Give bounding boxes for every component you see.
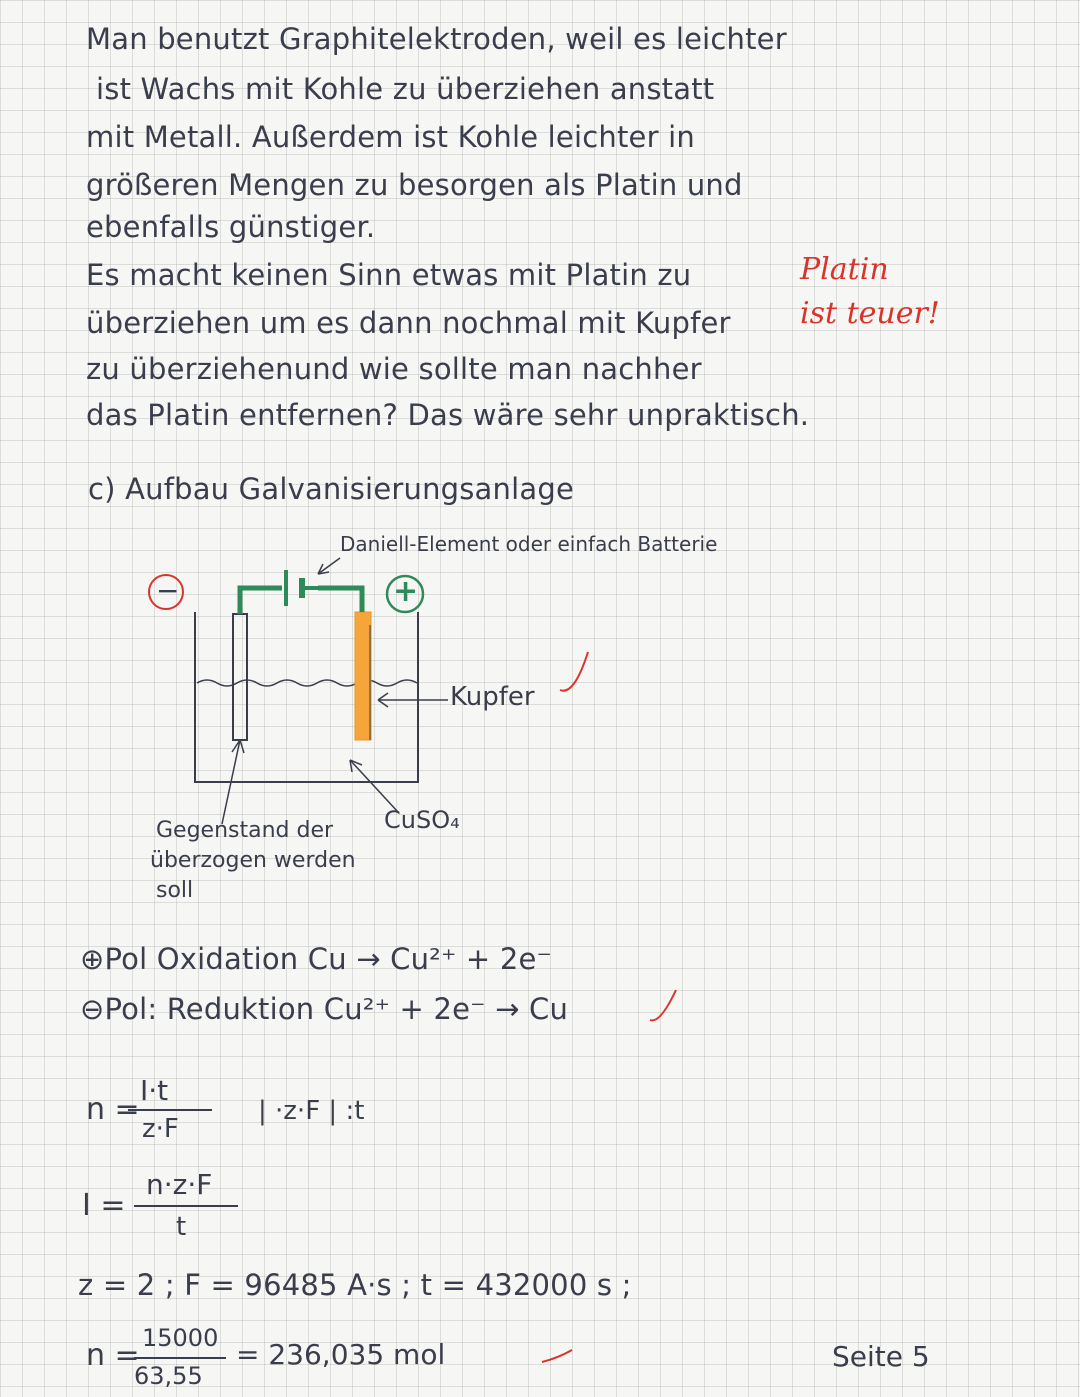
vessel-outline (195, 612, 418, 782)
text-line-7: überziehen um es dann nochmal mit Kupfer (86, 306, 731, 340)
formula-calc-lhs: n = (86, 1338, 140, 1373)
check-mark-reaction-icon (650, 990, 676, 1020)
reaction-minus-pole: ⊖Pol: Reduktion Cu²⁺ + 2e⁻ → Cu (80, 992, 569, 1026)
copper-label: Kupfer (450, 682, 535, 712)
text-line-8: zu überziehenund wie sollte man nachher (86, 352, 702, 386)
formula-I-denominator: t (176, 1212, 187, 1242)
text-line-2: ist Wachs mit Kohle zu überziehen anstatt (96, 72, 715, 106)
formula-I-numerator: n·z·F (146, 1168, 213, 1201)
reaction-plus-pole: ⊕Pol Oxidation Cu → Cu²⁺ + 2e⁻ (80, 942, 553, 976)
check-mark-icon (560, 652, 588, 691)
formula-I-lhs: I = (82, 1188, 126, 1223)
text-line-9: das Platin entfernen? Das wäre sehr unpraktisch. (86, 398, 810, 432)
plus-symbol: + (393, 574, 419, 609)
formula-calc-denominator: 63,55 (134, 1362, 203, 1390)
wire-right (318, 588, 362, 612)
text-line-6: Es macht keinen Sinn etwas mit Platin zu (86, 258, 692, 292)
formula-calc-numerator: 15000 (142, 1324, 219, 1352)
formula-n-denominator: z·F (142, 1114, 179, 1144)
check-mark-result-icon (542, 1350, 572, 1362)
wire-left (240, 588, 282, 614)
formula-n-lhs: n = (86, 1092, 140, 1127)
formula-n-numerator: I·t (140, 1074, 169, 1107)
formula-constants: z = 2 ; F = 96485 A·s ; t = 432000 s ; (78, 1268, 632, 1302)
object-label-line-1: Gegenstand der (156, 818, 334, 843)
text-line-5: ebenfalls günstiger. (86, 210, 376, 244)
copper-electrode (355, 612, 371, 740)
section-c-title: c) Aufbau Galvanisierungsanlage (88, 472, 574, 506)
object-electrode (233, 614, 247, 740)
object-label-line-3: soll (156, 878, 194, 903)
teacher-note-line-1: Platin (800, 252, 889, 287)
formula-n-operations: | ·z·F | :t (258, 1096, 365, 1126)
battery-label: Daniell-Element oder einfach Batterie (340, 532, 718, 556)
solution-arrow (350, 760, 398, 812)
liquid-surface (197, 680, 417, 686)
text-line-3: mit Metall. Außerdem ist Kohle leichter in (86, 120, 695, 154)
formula-calc-result: = 236,035 mol (236, 1338, 446, 1371)
text-line-1: Man benutzt Graphitelektroden, weil es leichter (86, 22, 787, 56)
teacher-note-line-2: ist teuer! (800, 296, 940, 331)
solution-label: CuSO₄ (384, 806, 460, 834)
page-number: Seite 5 (832, 1340, 930, 1373)
object-label-line-2: überzogen werden (150, 848, 356, 873)
minus-symbol: − (156, 574, 180, 607)
text-line-4: größeren Mengen zu besorgen als Platin und (86, 168, 743, 202)
